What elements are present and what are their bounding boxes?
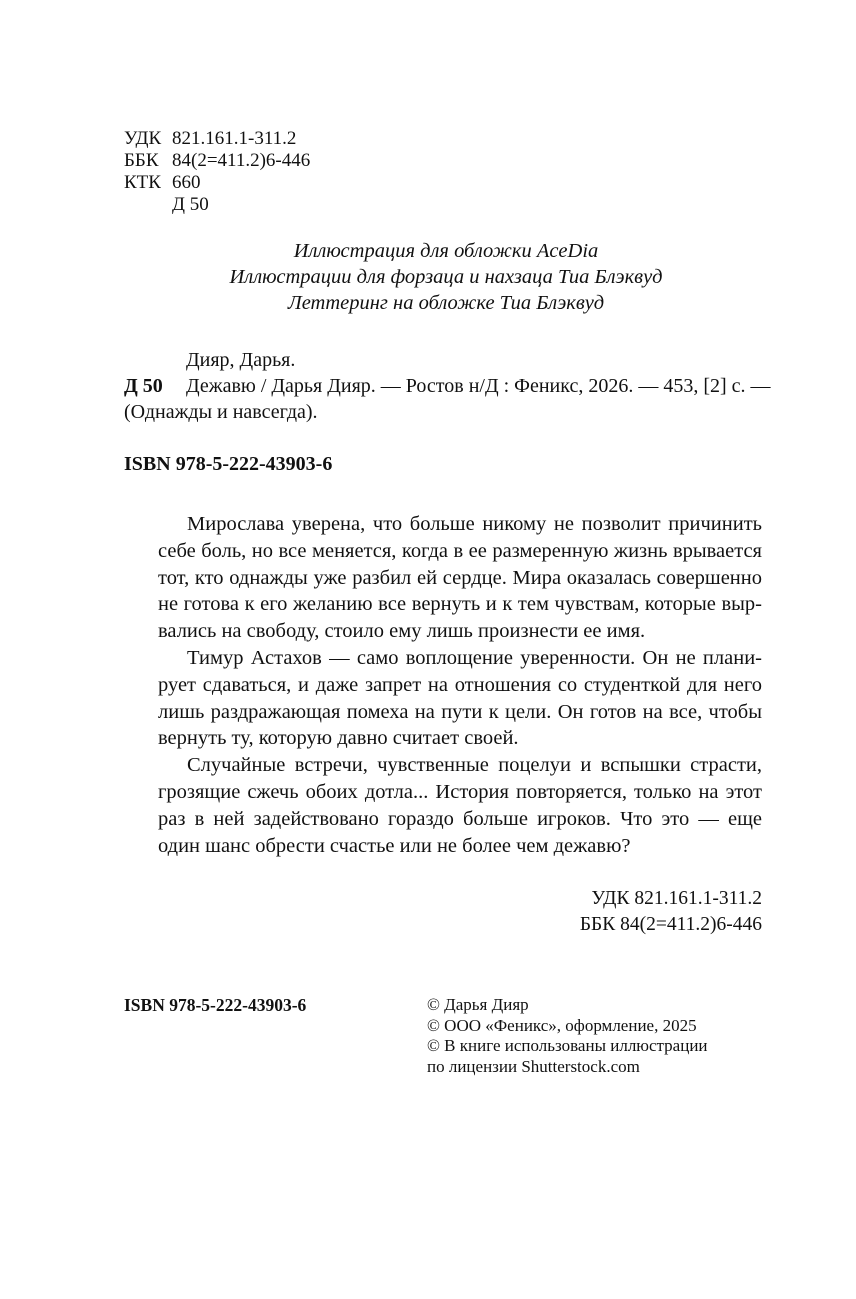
author-mark-line: [124, 194, 209, 215]
annotation-line: раз в ней задействовано гораздо больше игроков. Что это — еще: [158, 807, 762, 830]
annotation-line: лишь раздражающая помеха на пути к цели. Он готов на все, чтобы: [158, 700, 762, 723]
annotation-line: не готова к его желанию все вернуть и к тем чувствам, которые выр-: [158, 593, 762, 616]
ktk-label: КТК: [124, 172, 161, 193]
bib-code: Д 50: [124, 375, 163, 397]
ktk-value: 660: [172, 172, 201, 193]
illustration-credits: [0, 238, 856, 316]
isbn-top: ISBN 978-5-222-43903-6: [124, 453, 333, 475]
udk-label: УДК: [124, 128, 162, 149]
credit-line: Иллюстрации для форзаца и нахзаца Тиа Блэквуд: [229, 266, 663, 288]
annotation-line: рует сдаваться, и даже запрет на отношения со студенткой для него: [158, 673, 762, 696]
annotation-line: грозящие сжечь обоих дотла... История повторяется, только на этот: [158, 780, 762, 803]
annotation-line: Тимур Астахов — само воплощение уверенности. Он не плани-: [187, 646, 762, 669]
bib-series: (Однажды и навсегда).: [124, 401, 318, 423]
udc-right-block: [580, 886, 762, 938]
annotation-paragraph: [158, 511, 762, 645]
annotation-paragraph: [158, 645, 762, 752]
annotation-paragraph: [158, 752, 762, 859]
annotation-line: вались на свободу, стоило ему лишь произнести ее имя.: [158, 620, 646, 643]
copyright-line: по лицензии Shutterstock.com: [427, 1056, 640, 1076]
annotation-line: тот, кто однажды уже разбил ей сердце. Мира оказалась совершенно: [158, 566, 762, 589]
isbn-bottom: ISBN 978-5-222-43903-6: [124, 995, 307, 1015]
udk-right: УДК 821.161.1-311.2: [591, 888, 762, 909]
bib-author-heading: Дияр, Дарья.: [186, 349, 296, 371]
author-mark: Д 50: [172, 194, 209, 215]
udk-line: [124, 128, 296, 149]
bbk-label: ББК: [124, 150, 159, 171]
bbk-value: 84(2=411.2)6-446: [172, 150, 311, 171]
credit-line: Иллюстрация для обложки AceDia: [293, 240, 599, 262]
annotation-line: Случайные встречи, чувственные поцелуи и вспышки страсти,: [187, 754, 762, 777]
bbk-right: ББК 84(2=411.2)6-446: [579, 914, 762, 935]
annotation-line: Мирослава уверена, что больше никому не позволит причинить: [187, 513, 762, 535]
udk-value: 821.161.1-311.2: [172, 128, 297, 149]
annotation-line: вернуть ту, которую давно считает своей.: [158, 727, 519, 750]
annotation-line: себе боль, но все меняется, когда в ее размеренную жизнь врывается: [158, 539, 762, 562]
copyright-line: © ООО «Феникс», оформление, 2025: [427, 1015, 697, 1035]
copyright-block: [427, 995, 708, 1077]
bbk-line: [124, 150, 310, 171]
credit-line: Леттеринг на обложке Тиа Блэквуд: [287, 292, 605, 314]
ktk-line: [124, 172, 201, 193]
annotation: [158, 511, 762, 859]
bib-description: Дежавю / Дарья Дияр. — Ростов н/Д : Феникс, 2026. — 453, [2] с. —: [186, 375, 771, 397]
copyright-line: © Дарья Дияр: [427, 995, 529, 1014]
copyright-line: © В книге использованы иллюстрации: [427, 1036, 708, 1055]
annotation-line: один шанс обрести счастье или не более чем дежавю?: [158, 834, 631, 857]
